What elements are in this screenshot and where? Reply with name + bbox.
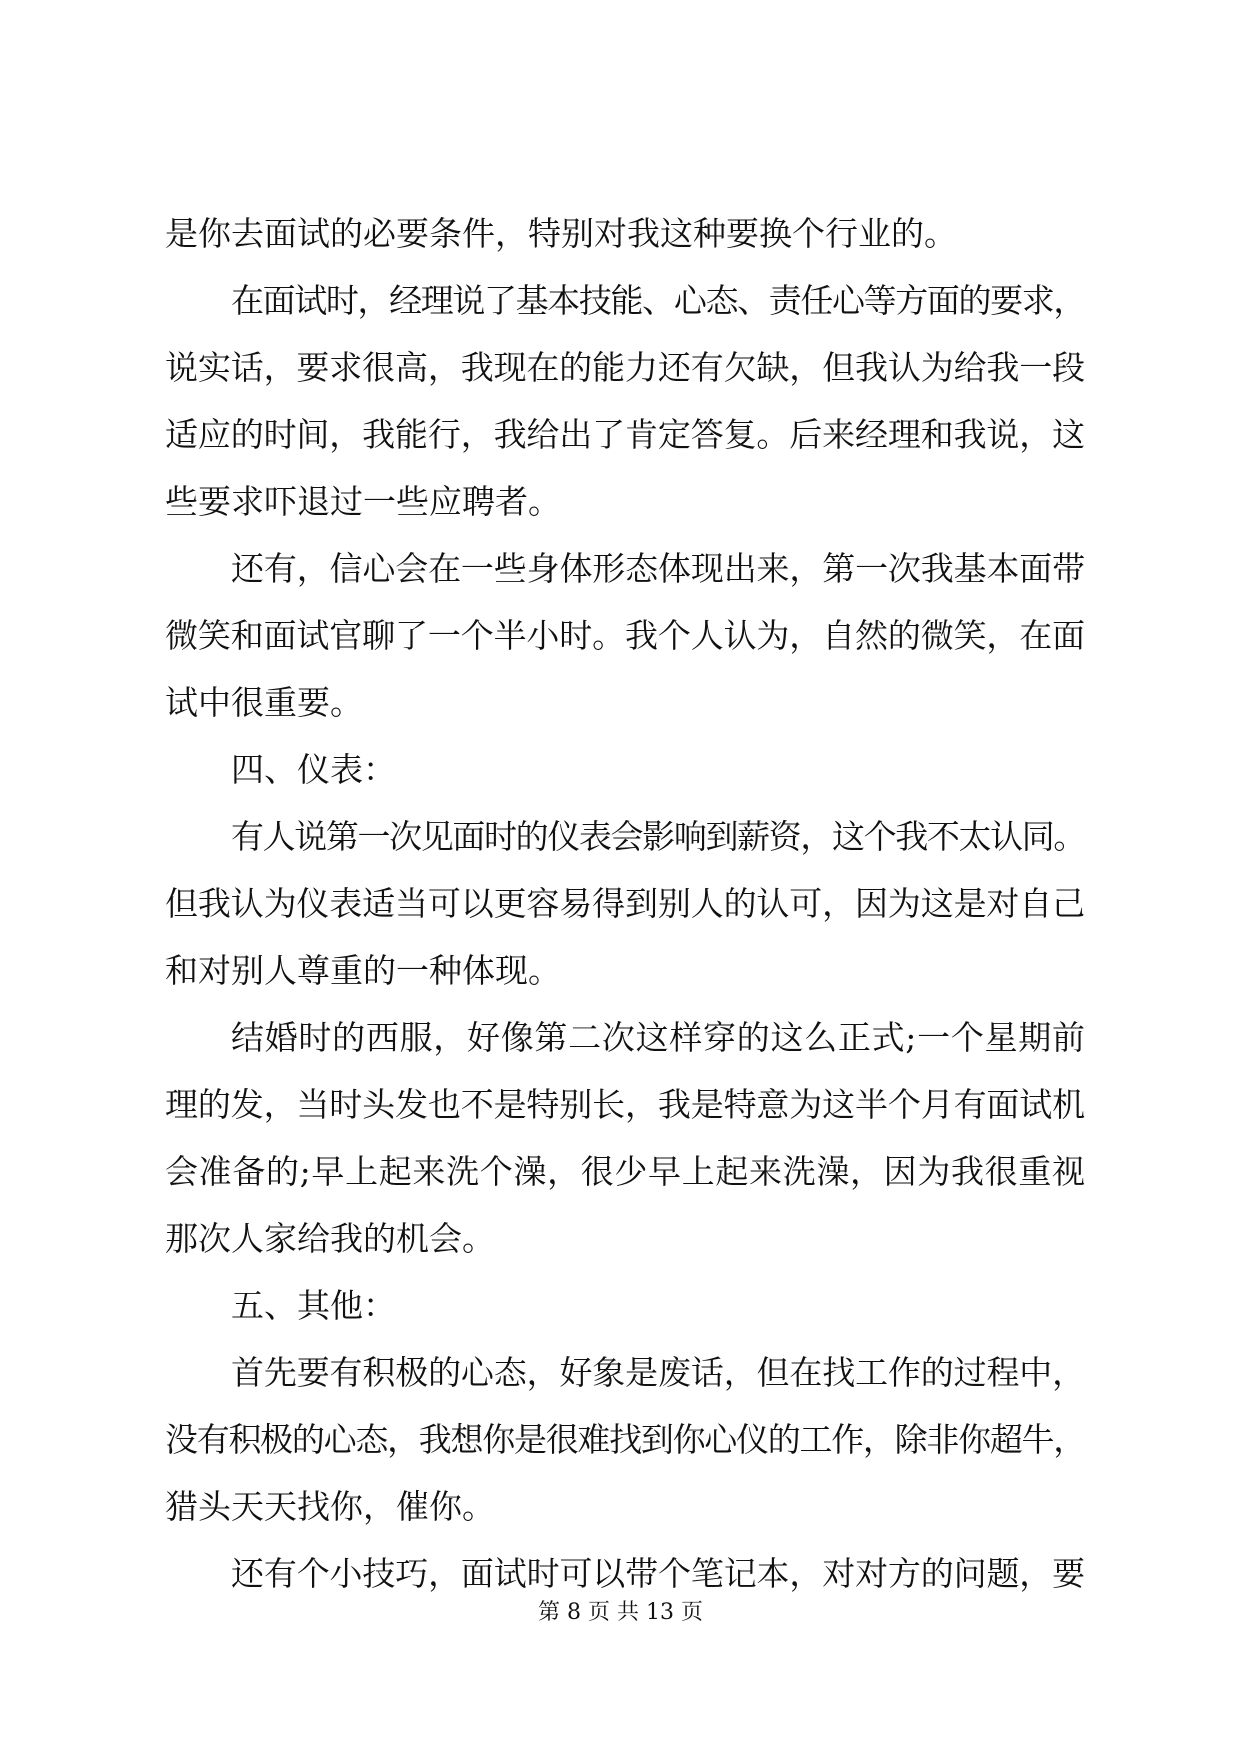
text-line: 四、仪表：: [231, 750, 396, 789]
text-line: 还有，信心会在一些身体形态体现出来，第一次我基本面带: [231, 549, 1086, 588]
document-body: [165, 200, 1085, 1607]
text-line: 理的发，当时头发也不是特别长，我是特意为这半个月有面试机: [165, 1085, 1086, 1124]
text-line: 但我认为仪表适当可以更容易得到别人的认可，因为这是对自己: [165, 884, 1086, 923]
text-line: 没有积极的心态，我想你是很难找到你心仪的工作，除非你超牛，: [165, 1420, 1086, 1459]
text-line: 有人说第一次见面时的仪表会影响到薪资，这个我不太认同。: [231, 817, 1086, 856]
text-line: 还有个小技巧，面试时可以带个笔记本，对对方的问题，要: [231, 1554, 1086, 1593]
text-line: 些要求吓退过一些应聘者。: [165, 482, 561, 521]
text-line: 微笑和面试官聊了一个半小时。我个人认为，自然的微笑，在面: [165, 616, 1086, 655]
text-line: 试中很重要。: [165, 683, 363, 722]
text-line: 适应的时间，我能行，我给出了肯定答复。后来经理和我说，这: [165, 415, 1086, 454]
text-line: 和对别人尊重的一种体现。: [165, 951, 561, 990]
text-line: 结婚时的西服，好像第二次这样穿的这么正式;一个星期前: [231, 1018, 1086, 1057]
text-line: 五、其他：: [231, 1286, 396, 1325]
text-line: 在面试时，经理说了基本技能、心态、责任心等方面的要求，: [231, 281, 1086, 320]
text-line: 会准备的;早上起来洗个澡，很少早上起来洗澡，因为我很重视: [165, 1152, 1086, 1191]
text-line: 猎头天天找你，催你。: [165, 1487, 495, 1526]
page-footer: 第 8 页 共 13 页: [538, 1600, 703, 1625]
text-line: 那次人家给我的机会。: [165, 1219, 495, 1258]
text-line: 首先要有积极的心态，好象是废话，但在找工作的过程中，: [231, 1353, 1086, 1392]
text-line: 说实话，要求很高，我现在的能力还有欠缺，但我认为给我一段: [165, 348, 1086, 387]
text-line: 是你去面试的必要条件，特别对我这种要换个行业的。: [165, 214, 957, 253]
